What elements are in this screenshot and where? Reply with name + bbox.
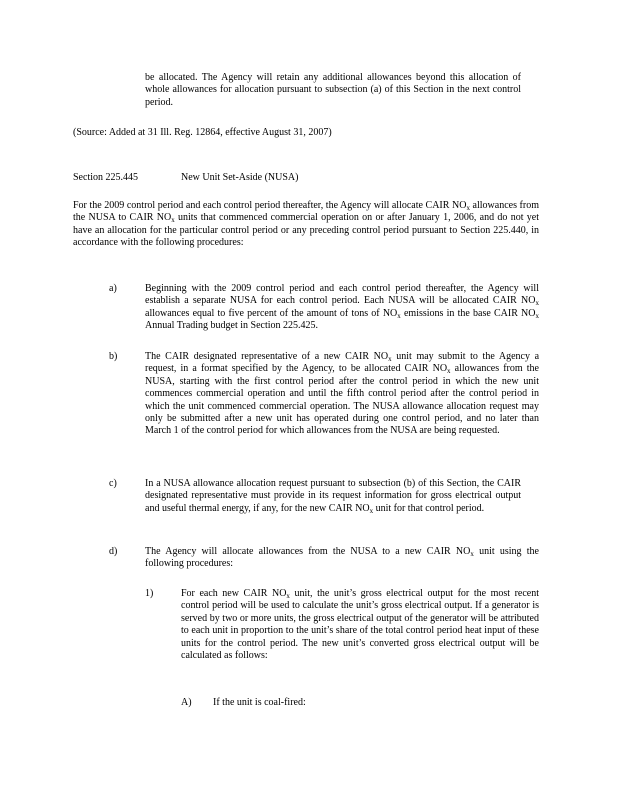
item-dA <box>213 697 533 709</box>
item-c-text: In a NUSA allowance allocation request pursuant to subsection (b) of this Section, the CAIR designated representative must provide in its request information for gross electrical output and useful thermal energy, if any, for the new CAIR $NO_x$ unit for that control period. <box>145 478 521 515</box>
intro-text: For the 2009 control period and each control period thereafter, the Agency will allocate CAIR $NO_x$ allowances from the NUSA to CAIR $NO_x$ units that commenced commercial operation on or after January 1, 2006, and do not yet have an allocation for the particular control period or any preceding control period pursuant to Section 225.440, in accordance with the following procedures: <box>73 200 539 249</box>
top-paragraph <box>145 72 521 109</box>
item-a <box>145 283 539 333</box>
item-c-label: c) <box>109 478 117 489</box>
item-b <box>145 351 539 438</box>
section-number: Section 225.445 <box>73 172 138 183</box>
top-paragraph-text: be allocated. The Agency will retain any additional allowances beyond this allocation of whole allowances for allocation pursuant to subsection (a) of this Section in the next control period. <box>145 72 521 108</box>
intro-paragraph <box>73 200 539 250</box>
item-c <box>145 478 521 515</box>
item-d1-text: For each new CAIR $NO_x$ unit, the unit’s gross electrical output for the most recent control period will be used to calculate the unit’s gross electrical output. If a generator is served by two or more units, the gross electrical output of the generator will be attributed to each unit in proportion to the unit’s share of the total control period heat input of these units for the control period. The new unit’s converted gross electrical output will be calculated as follows: <box>181 588 540 662</box>
source-note <box>73 127 533 139</box>
section-heading <box>73 172 533 184</box>
item-d <box>145 546 539 571</box>
item-a-text: Beginning with the 2009 control period and each control period thereafter, the Agency will establish a separate NUSA for each control period. Each NUSA will be allocated CAIR $NO_x$ allowances equal to five percent of the amount of tons of $NO_x$ emissions in the base CAIR $NO_x$ Annual Trading budget in Section 225.425. <box>145 283 540 332</box>
item-d-text: The Agency will allocate allowances from the NUSA to a new CAIR $NO_x$ unit using the following procedures: <box>145 546 539 570</box>
item-d1-label: 1) <box>145 588 154 599</box>
item-d-label: d) <box>109 546 118 557</box>
source-note-text: (Source: Added at 31 Ill. Reg. 12864, effective August 31, 2007) <box>73 127 332 138</box>
item-b-label: b) <box>109 351 118 362</box>
section-title: New Unit Set-Aside (NUSA) <box>181 172 299 183</box>
item-d1 <box>181 588 539 662</box>
item-b-text: The CAIR designated representative of a new CAIR $NO_x$ unit may submit to the Agency a request, in a format specified by the Agency, to be allocated CAIR $NO_x$ allowances from the NUSA, starting with the first control period after the control period in which the new unit commences commercial operation and until the fifth control period after the control period in which the unit commenced commercial operation. The NUSA allowance allocation request may only be submitted after a new unit has operated during one control period, and no later than March 1 of the control period for which allowances from the NUSA are being requested. <box>145 351 540 437</box>
item-a-label: a) <box>109 283 117 294</box>
item-dA-label: A) <box>181 697 192 708</box>
item-dA-text: If the unit is coal-fired: <box>213 697 306 708</box>
